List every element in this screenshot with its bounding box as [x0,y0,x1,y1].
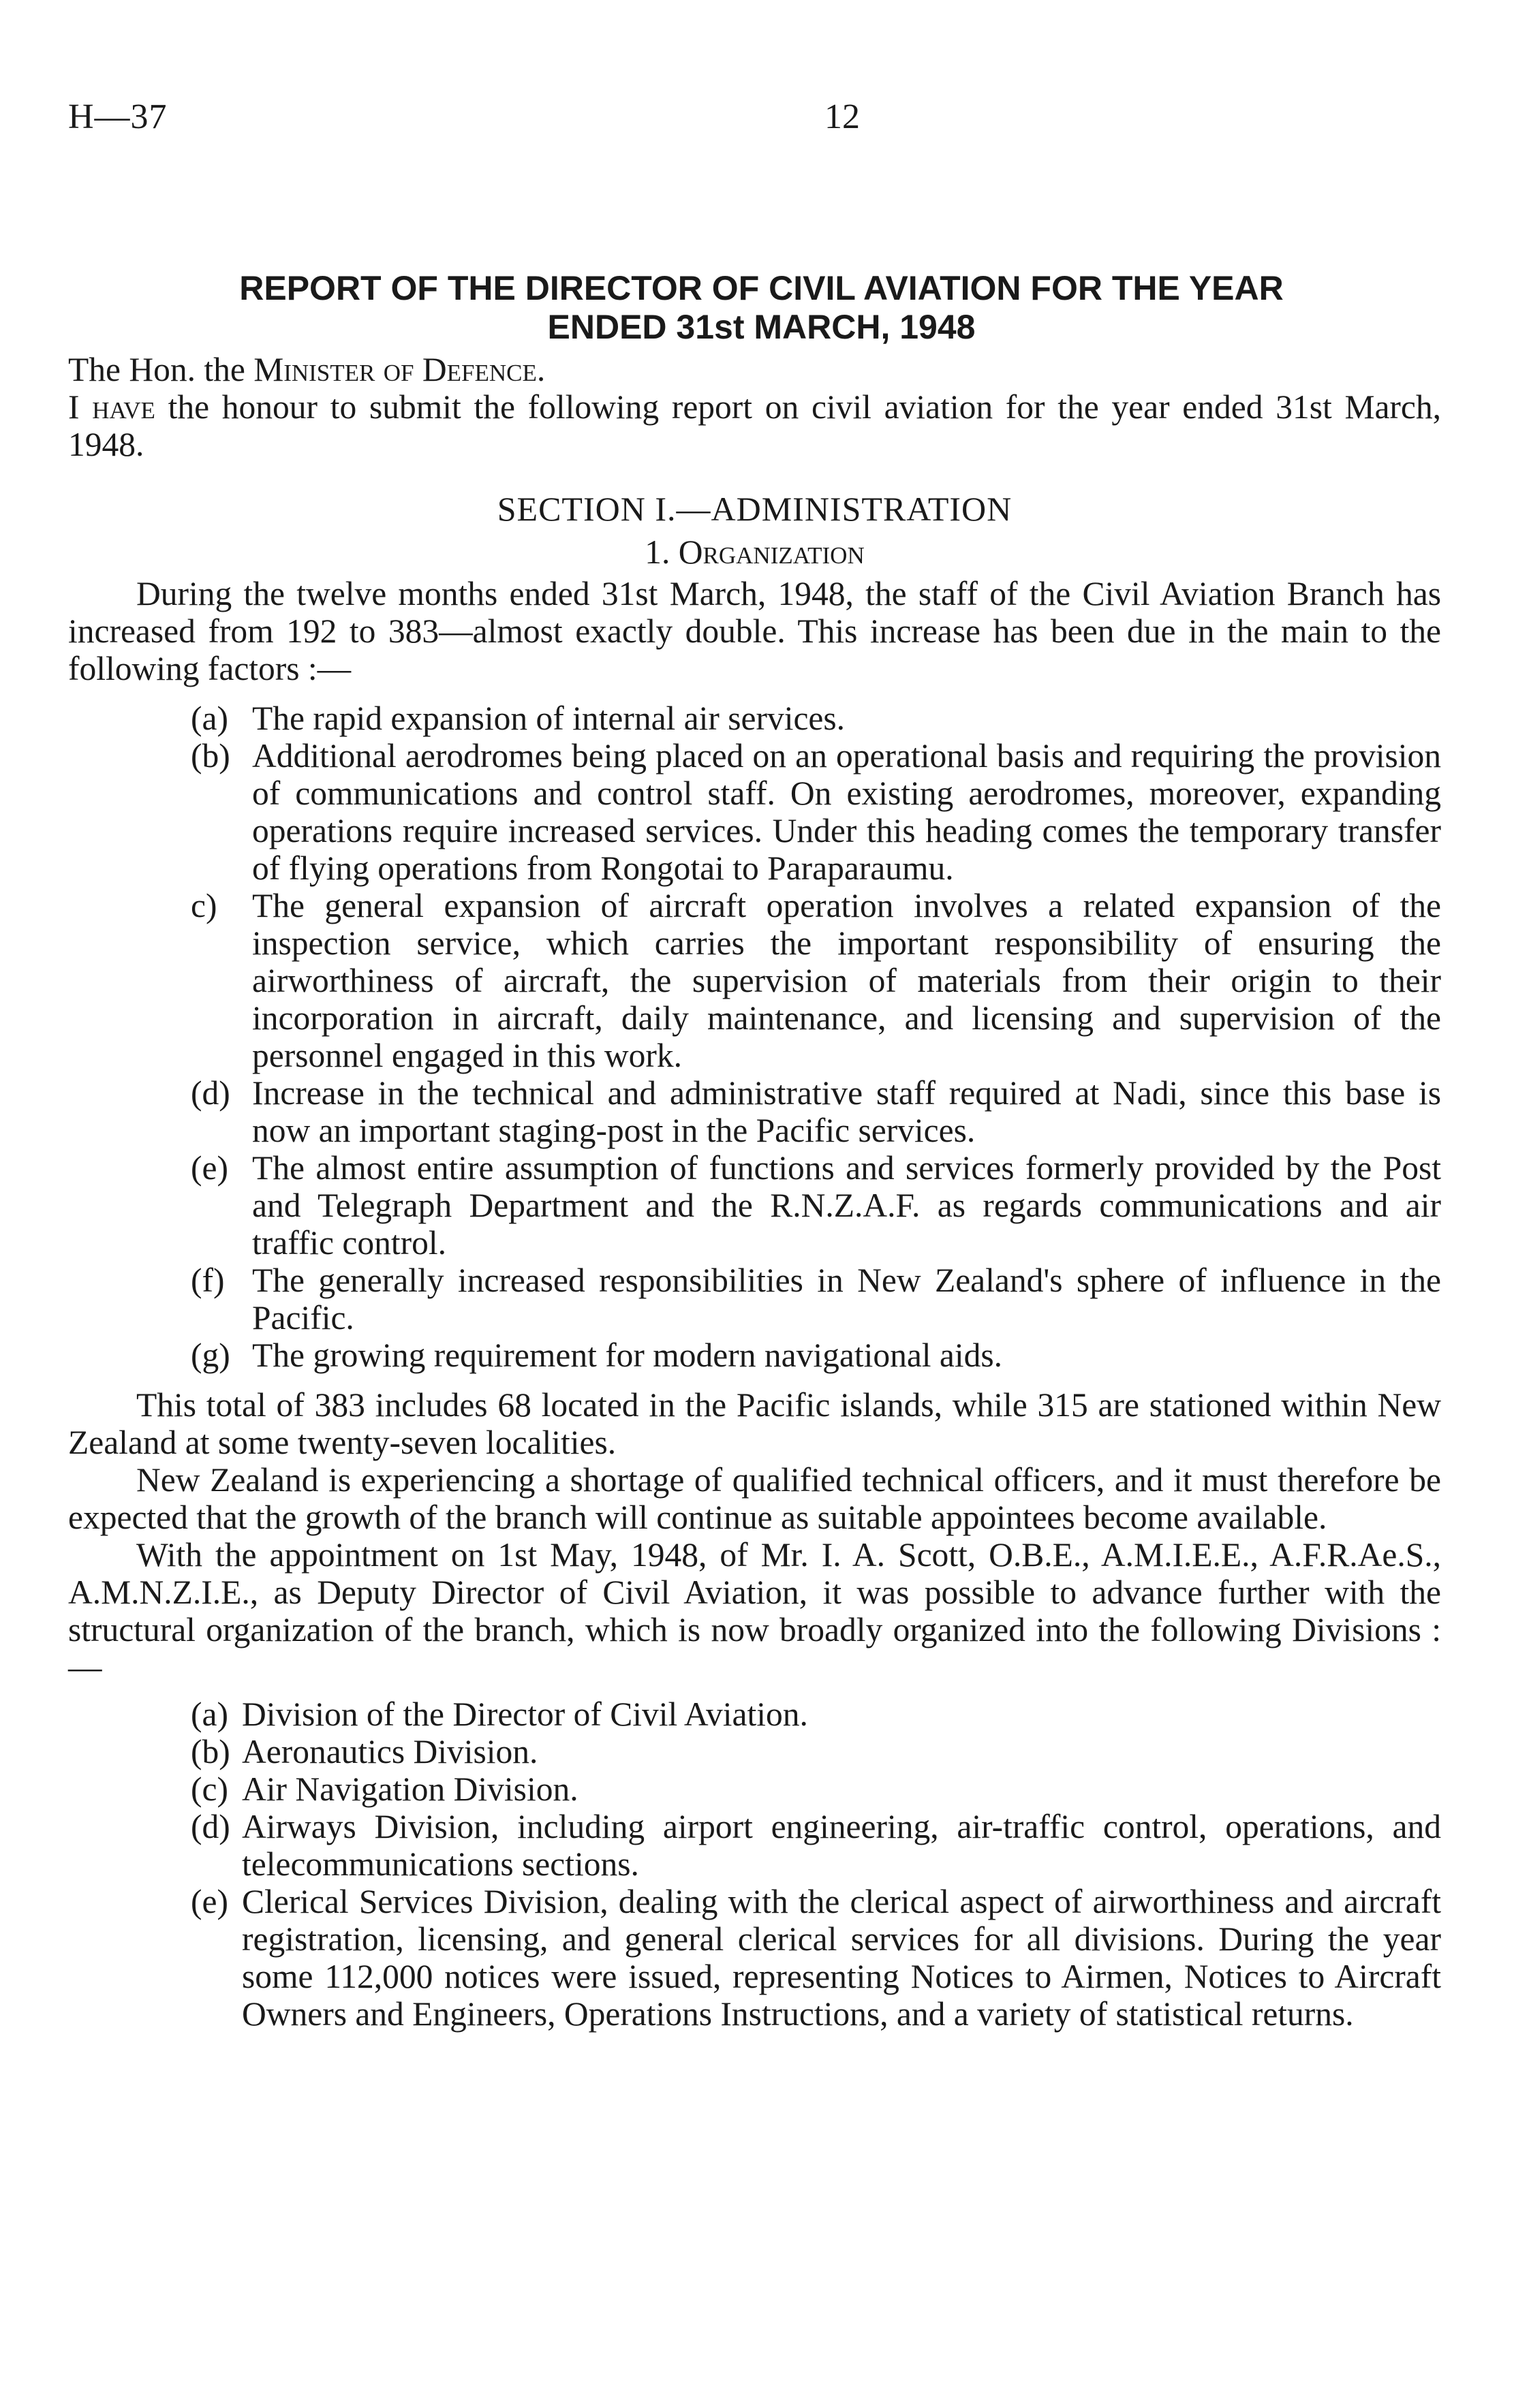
salutation-prefix: The Hon. the [68,351,254,388]
factor-label: (d) [191,1074,230,1112]
intro-first-words: I have [68,388,155,426]
division-item [68,1733,1441,1770]
factor-label: c) [191,887,217,924]
report-title [68,269,1441,347]
division-item [68,1695,1441,1733]
factor-text: The growing requirement for modern navigational aids. [252,1336,1003,1374]
divisions-list [68,1695,1441,2033]
division-label: (e) [191,1883,228,1920]
factor-text: The almost entire assumption of functions and services formerly provided by the Post and Telegraph Department and the R.N.Z.A.F. as regards communications and air traffic control. [252,1149,1441,1262]
factor-item [68,700,1441,737]
division-text: Aeronautics Division. [242,1733,538,1770]
factor-text: The rapid expansion of internal air services. [252,700,846,737]
report-title-line-2: ENDED 31st MARCH, 1948 [547,308,976,346]
factor-text: The generally increased responsibilities in New Zealand's sphere of influence in the Pacific. [252,1262,1441,1336]
salutation-addressee: Minister of Defence. [253,351,546,388]
factor-text: The general expansion of aircraft operation involves a related expansion of the inspection service, which carries the important responsibility of ensuring the airworthiness of aircraft, the supervision of materials from their origin to their incorporation in aircraft, daily maintenance, and licensing and supervision of the personnel engaged in this work. [252,887,1441,1074]
organization-paragraph-4: With the appointment on 1st May, 1948, of Mr. I. A. Scott, O.B.E., A.M.I.E.E., A.F.R.Ae.S., A.M.N.Z.I.E., as Deputy Director of Civil Aviation, it was possible to advance further with the structural organization of the branch, which is now broadly organized into the following Divisions :— [68,1536,1441,1686]
factor-label: (f) [191,1262,225,1299]
document-reference: H—37 [68,97,168,136]
factor-label: (g) [191,1336,230,1374]
intro-paragraph [68,388,1441,463]
division-text: Clerical Services Division, dealing with the clerical aspect of airworthiness and aircraft registration, licensing, and general clerical services for all divisions. During the year some 112,000 notices were issued, representing Notices to Airmen, Notices to Aircraft Owners and Engineers, Operations Instructions, and a variety of statistical returns. [242,1883,1441,2033]
factors-list [68,700,1441,1374]
division-item [68,1808,1441,1883]
report-title-line-1: REPORT OF THE DIRECTOR OF CIVIL AVIATION FOR THE YEAR [239,269,1284,307]
division-item [68,1883,1441,2033]
division-text: Division of the Director of Civil Aviation. [242,1695,808,1733]
report-body [68,269,1441,2033]
factor-item [68,1149,1441,1262]
factor-text: Increase in the technical and administrative staff required at Nadi, since this base is now an important staging-post in the Pacific services. [252,1074,1441,1149]
factor-item [68,887,1441,1074]
factor-item [68,1074,1441,1149]
division-label: (b) [191,1733,230,1770]
sub-heading-title: Organization [678,533,865,571]
factor-label: (b) [191,737,230,775]
division-label: (d) [191,1808,230,1845]
salutation [68,351,1441,388]
page-number: 12 [824,97,860,136]
factor-item [68,1262,1441,1336]
factor-item [68,737,1441,887]
division-text: Air Navigation Division. [242,1770,578,1808]
division-label: (c) [191,1770,228,1808]
factor-label: (a) [191,700,228,737]
factor-text: Additional aerodromes being placed on an operational basis and requiring the provision of communications and control staff. On existing aerodromes, moreover, expanding operations require increased services. Under this heading comes the temporary transfer of flying operations from Rongotai to Paraparaumu. [252,737,1441,887]
division-item [68,1770,1441,1808]
factor-label: (e) [191,1149,228,1187]
sub-heading [68,533,1441,571]
sub-heading-number: 1. [645,533,679,571]
organization-paragraph-3: New Zealand is experiencing a shortage of qualified technical officers, and it must therefore be expected that the growth of the branch will continue as suitable appointees become available. [68,1461,1441,1536]
section-heading: SECTION I.—ADMINISTRATION [497,490,1013,528]
division-text: Airways Division, including airport engineering, air-traffic control, operations, and telecommunications sections. [242,1808,1441,1883]
division-label: (a) [191,1695,228,1733]
intro-rest: the honour to submit the following report on civil aviation for the year ended 31st March, 1948. [68,388,1442,463]
organization-paragraph-1: During the twelve months ended 31st March, 1948, the staff of the Civil Aviation Branch has increased from 192 to 383—almost exactly double. This increase has been due in the main to the following factors :— [68,575,1441,687]
factor-item [68,1336,1441,1374]
page-header [68,97,1458,138]
organization-paragraph-2: This total of 383 includes 68 located in the Pacific islands, while 315 are stationed within New Zealand at some twenty-seven localities. [68,1386,1441,1461]
